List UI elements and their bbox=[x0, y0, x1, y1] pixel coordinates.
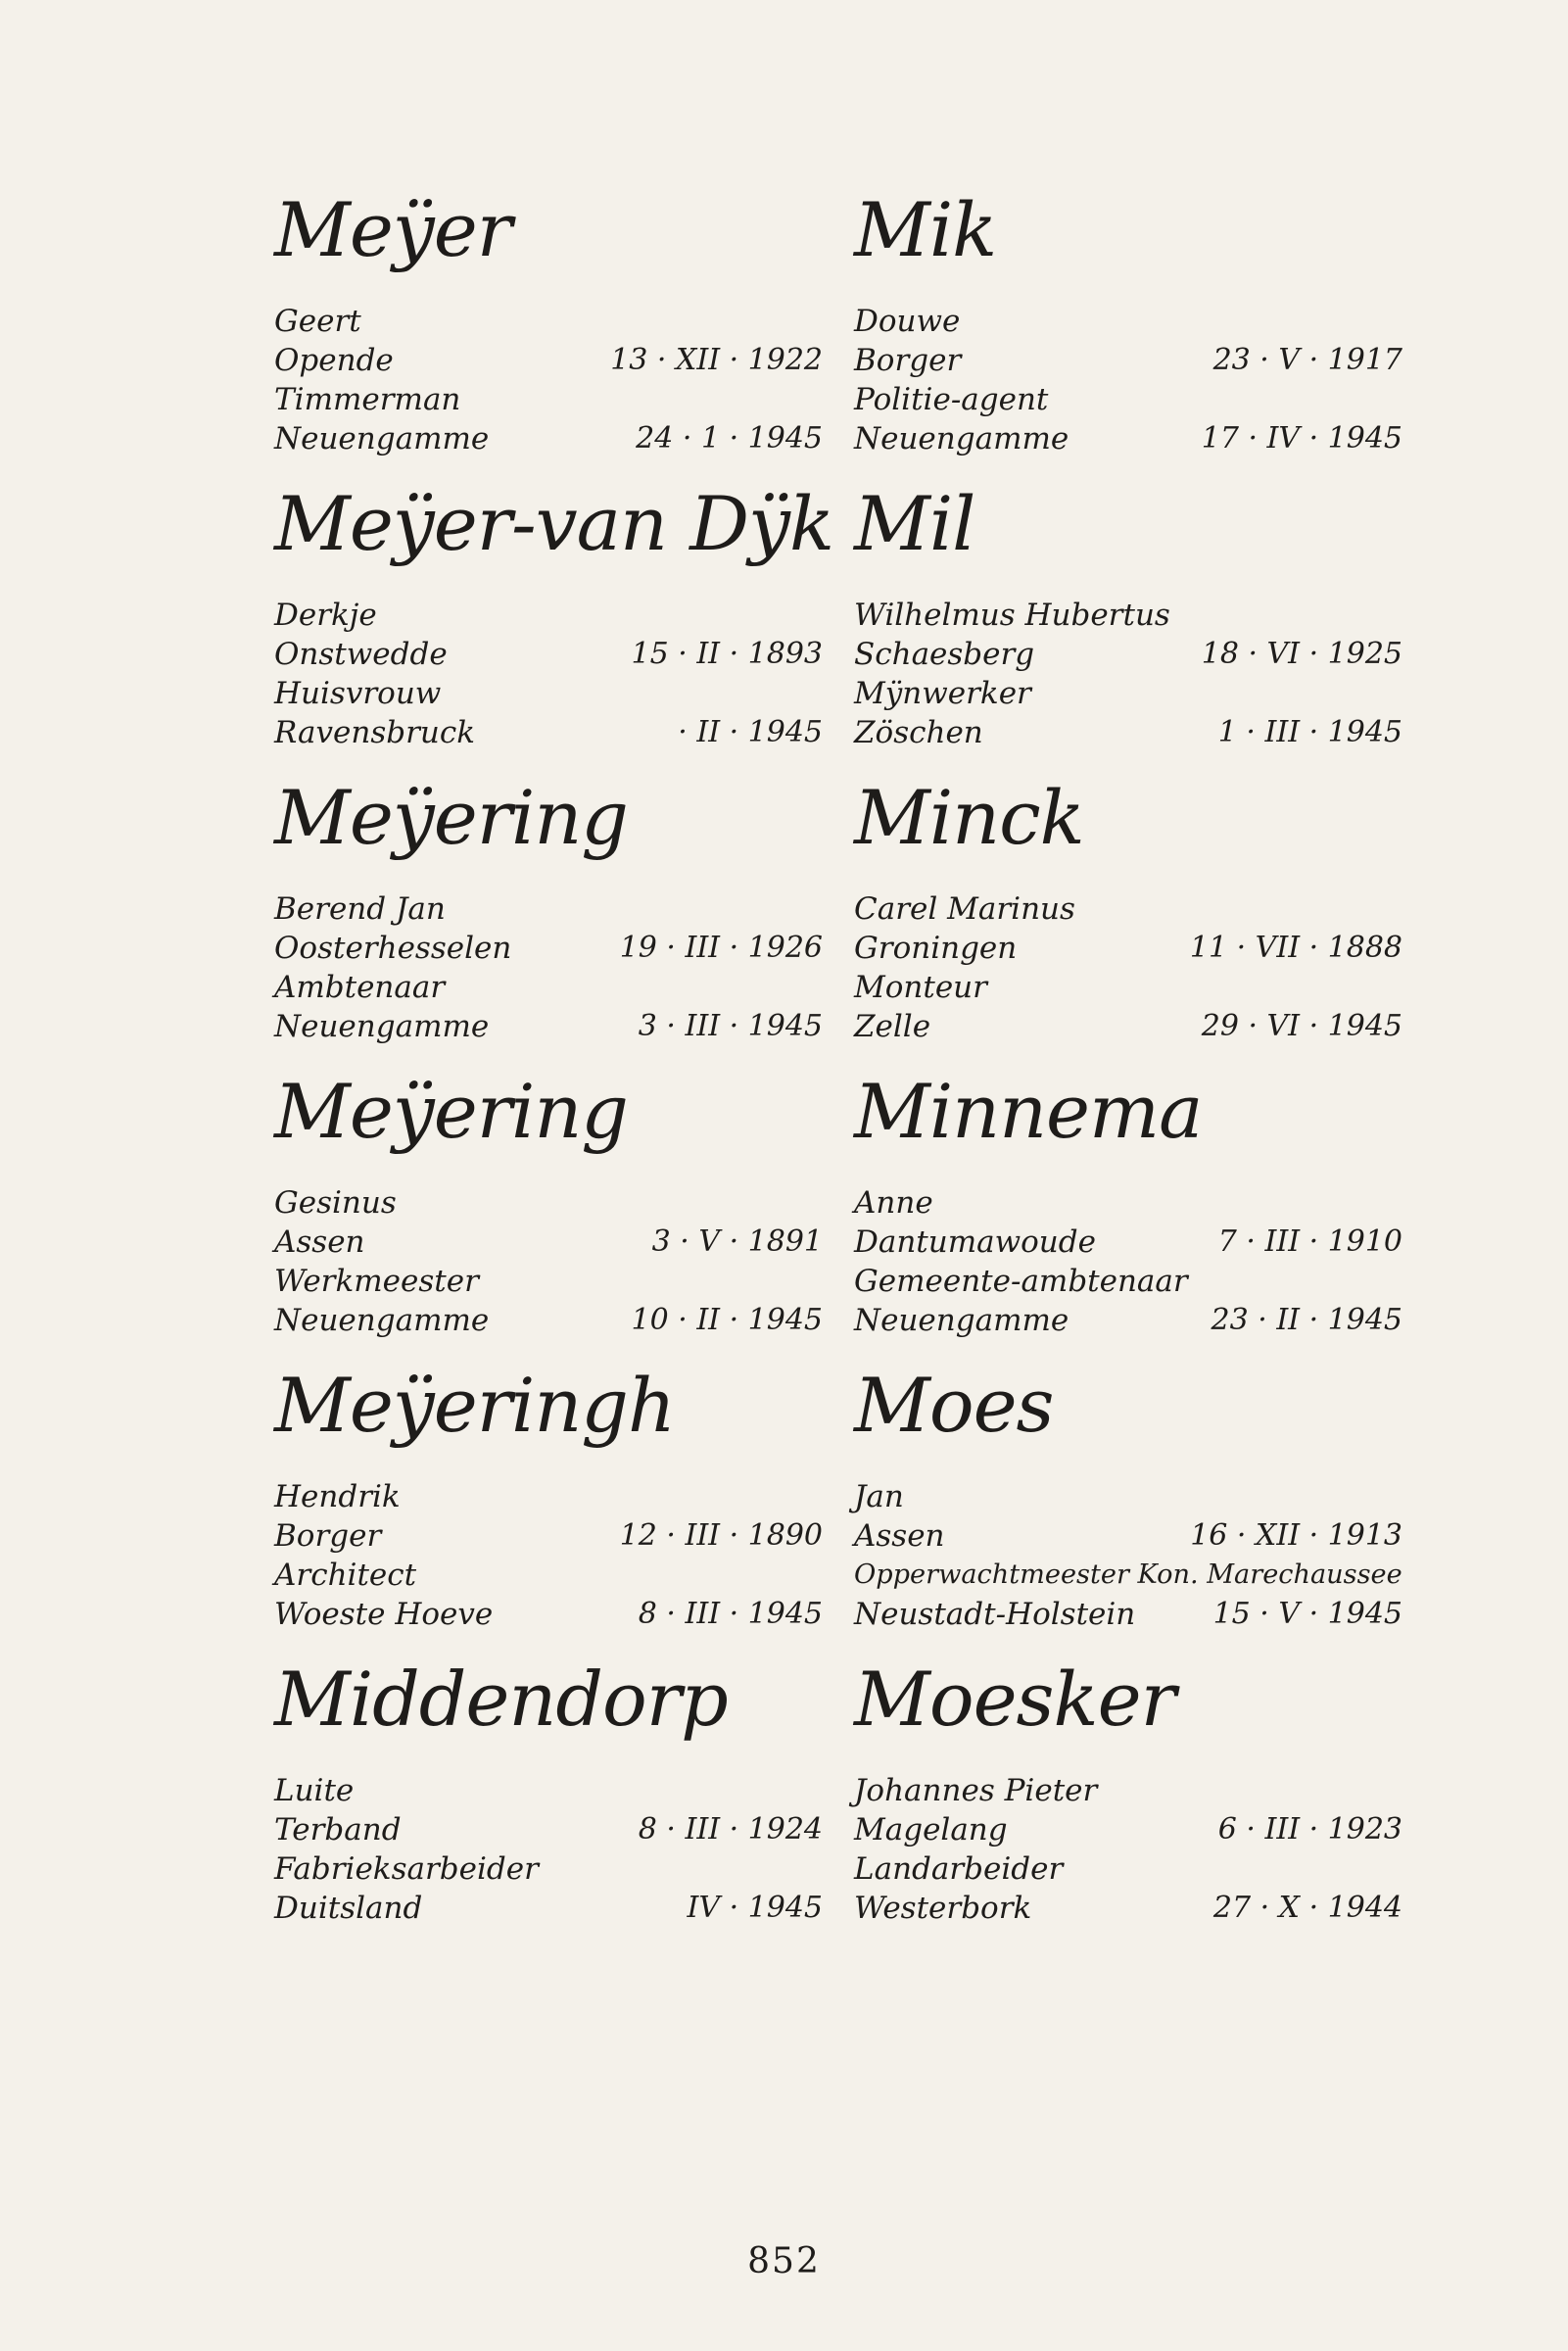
occupation-line bbox=[854, 1262, 1402, 1301]
first-names: Anne bbox=[854, 1185, 933, 1221]
birthdate: 18 · VI · 1925 bbox=[1201, 637, 1402, 671]
death-line bbox=[274, 419, 823, 458]
birthplace: Assen bbox=[854, 1518, 945, 1554]
death-place: Neuengamme bbox=[854, 421, 1069, 456]
surname: Moes bbox=[854, 1362, 1054, 1449]
occupation-line bbox=[854, 1556, 1402, 1595]
occupation-line bbox=[854, 968, 1402, 1007]
death-line bbox=[854, 1889, 1402, 1928]
person-entry bbox=[274, 480, 833, 752]
occupation-line bbox=[274, 1262, 823, 1301]
birthdate: 12 · III · 1890 bbox=[619, 1518, 823, 1553]
birth-line bbox=[274, 929, 823, 968]
first-names-line bbox=[274, 1771, 823, 1810]
person-entry bbox=[854, 1362, 1402, 1634]
first-names: Douwe bbox=[854, 304, 961, 339]
entry-details bbox=[854, 1771, 1402, 1928]
death-place: Neuengamme bbox=[274, 1303, 490, 1338]
birthdate: 7 · III · 1910 bbox=[1217, 1224, 1402, 1259]
birthplace: Borger bbox=[854, 343, 962, 378]
occupation: Fabrieksarbeider bbox=[274, 1851, 539, 1887]
occupation-line bbox=[274, 968, 823, 1007]
entry-details bbox=[854, 302, 1402, 458]
birthplace: Onstwedde bbox=[274, 637, 448, 672]
first-names-line bbox=[854, 1477, 1402, 1516]
occupation: Werkmeester bbox=[274, 1264, 479, 1299]
entry-details bbox=[274, 596, 823, 752]
first-names-line bbox=[274, 889, 823, 929]
surname: Mil bbox=[854, 480, 975, 567]
birth-line bbox=[274, 1810, 823, 1849]
birthdate: 15 · II · 1893 bbox=[631, 637, 823, 671]
death-date: 23 · II · 1945 bbox=[1211, 1303, 1402, 1337]
surname: Minck bbox=[854, 774, 1084, 861]
occupation: Politie-agent bbox=[854, 382, 1049, 417]
birth-line bbox=[274, 1516, 823, 1556]
person-entry bbox=[274, 1362, 823, 1634]
death-line bbox=[274, 713, 823, 752]
first-names: Jan bbox=[854, 1479, 904, 1514]
death-date: 8 · III · 1945 bbox=[638, 1597, 823, 1631]
birthdate: 19 · III · 1926 bbox=[619, 931, 823, 965]
person-entry bbox=[274, 186, 823, 458]
surname: Minnema bbox=[854, 1068, 1203, 1155]
birthplace: Schaesberg bbox=[854, 637, 1035, 672]
death-line bbox=[274, 1301, 823, 1340]
death-place: Neuengamme bbox=[854, 1303, 1069, 1338]
person-entry bbox=[274, 1068, 823, 1340]
entry-details bbox=[854, 1477, 1402, 1634]
person-entry bbox=[274, 1655, 823, 1928]
person-entry bbox=[854, 480, 1402, 752]
birthdate: 8 · III · 1924 bbox=[638, 1812, 823, 1847]
death-date: · II · 1945 bbox=[678, 715, 823, 749]
entry-details bbox=[854, 889, 1402, 1046]
death-line bbox=[854, 419, 1402, 458]
occupation: Architect bbox=[274, 1558, 417, 1593]
surname: Middendorp bbox=[274, 1655, 728, 1743]
death-place: Woeste Hoeve bbox=[274, 1597, 494, 1632]
death-date: 10 · II · 1945 bbox=[631, 1303, 823, 1337]
occupation-line bbox=[854, 674, 1402, 713]
death-place: Ravensbruck bbox=[274, 715, 476, 750]
birth-line bbox=[274, 341, 823, 380]
surname: Moesker bbox=[854, 1655, 1175, 1743]
first-names-line bbox=[854, 889, 1402, 929]
person-entry bbox=[854, 774, 1402, 1046]
birth-line bbox=[854, 1223, 1402, 1262]
birthdate: 13 · XII · 1922 bbox=[610, 343, 823, 377]
first-names-line bbox=[854, 1183, 1402, 1223]
death-place: Zelle bbox=[854, 1009, 931, 1044]
occupation: Gemeente-ambtenaar bbox=[854, 1264, 1188, 1299]
person-entry bbox=[854, 1655, 1402, 1928]
birthdate: 16 · XII · 1913 bbox=[1190, 1518, 1402, 1553]
person-entry bbox=[274, 774, 823, 1046]
death-line bbox=[854, 1007, 1402, 1046]
surname: Mik bbox=[854, 186, 997, 273]
occupation: Ambtenaar bbox=[274, 970, 446, 1005]
death-place: Neustadt-Holstein bbox=[854, 1597, 1136, 1632]
occupation: Landarbeider bbox=[854, 1851, 1064, 1887]
death-place: Neuengamme bbox=[274, 421, 490, 456]
first-names: Geert bbox=[274, 304, 361, 339]
birth-line bbox=[274, 1223, 823, 1262]
surname: Meÿeringh bbox=[274, 1362, 675, 1449]
entry-details bbox=[854, 596, 1402, 752]
occupation-line bbox=[854, 380, 1402, 419]
first-names: Gesinus bbox=[274, 1185, 397, 1221]
birthplace: Opende bbox=[274, 343, 394, 378]
occupation-line bbox=[274, 1556, 823, 1595]
birth-line bbox=[274, 635, 823, 674]
first-names-line bbox=[274, 596, 823, 635]
occupation-line bbox=[274, 1849, 823, 1889]
birth-line bbox=[854, 635, 1402, 674]
birthplace: Terband bbox=[274, 1812, 402, 1847]
birthplace: Groningen bbox=[854, 931, 1018, 966]
first-names: Hendrik bbox=[274, 1479, 401, 1514]
birthplace: Borger bbox=[274, 1518, 382, 1554]
surname: Meÿering bbox=[274, 1068, 628, 1155]
occupation: Huisvrouw bbox=[274, 676, 442, 711]
entry-details bbox=[274, 889, 823, 1046]
surname: Meÿer-van Dÿk bbox=[274, 480, 833, 567]
first-names-line bbox=[274, 1477, 823, 1516]
person-entry bbox=[854, 1068, 1402, 1340]
first-names: Wilhelmus Hubertus bbox=[854, 598, 1170, 633]
death-line bbox=[854, 1301, 1402, 1340]
birthdate: 6 · III · 1923 bbox=[1217, 1812, 1402, 1847]
death-line bbox=[274, 1889, 823, 1928]
occupation: Monteur bbox=[854, 970, 987, 1005]
death-place: Duitsland bbox=[274, 1891, 423, 1926]
entry-details bbox=[274, 1477, 823, 1634]
entry-details bbox=[854, 1183, 1402, 1340]
birthdate: 3 · V · 1891 bbox=[651, 1224, 823, 1259]
first-names: Johannes Pieter bbox=[854, 1773, 1098, 1808]
death-place: Zöschen bbox=[854, 715, 983, 750]
birth-line bbox=[854, 341, 1402, 380]
first-names-line bbox=[854, 1771, 1402, 1810]
first-names: Berend Jan bbox=[274, 891, 446, 927]
occupation: Opperwachtmeester Kon. Marechaussee bbox=[854, 1559, 1402, 1590]
surname: Meÿering bbox=[274, 774, 628, 861]
death-date: 1 · III · 1945 bbox=[1217, 715, 1402, 749]
death-line bbox=[274, 1595, 823, 1634]
death-date: 29 · VI · 1945 bbox=[1201, 1009, 1402, 1043]
birthdate: 23 · V · 1917 bbox=[1212, 343, 1402, 377]
occupation: Timmerman bbox=[274, 382, 461, 417]
occupation-line bbox=[274, 674, 823, 713]
person-entry bbox=[854, 186, 1402, 458]
first-names: Carel Marinus bbox=[854, 891, 1075, 927]
death-line bbox=[854, 1595, 1402, 1634]
entry-details bbox=[274, 302, 823, 458]
death-date: 15 · V · 1945 bbox=[1212, 1597, 1402, 1631]
birthplace: Assen bbox=[274, 1224, 365, 1260]
entry-details bbox=[274, 1183, 823, 1340]
birthdate: 11 · VII · 1888 bbox=[1189, 931, 1402, 965]
first-names-line bbox=[854, 596, 1402, 635]
birthplace: Dantumawoude bbox=[854, 1224, 1096, 1260]
occupation-line bbox=[274, 380, 823, 419]
death-date: 27 · X · 1944 bbox=[1212, 1891, 1402, 1925]
death-place: Neuengamme bbox=[274, 1009, 490, 1044]
death-date: 17 · IV · 1945 bbox=[1201, 421, 1402, 456]
first-names-line bbox=[274, 1183, 823, 1223]
first-names: Luite bbox=[274, 1773, 355, 1808]
birthplace: Magelang bbox=[854, 1812, 1008, 1847]
death-date: 3 · III · 1945 bbox=[638, 1009, 823, 1043]
birth-line bbox=[854, 1810, 1402, 1849]
page-number: 852 bbox=[747, 2241, 821, 2281]
death-place: Westerbork bbox=[854, 1891, 1032, 1926]
first-names-line bbox=[854, 302, 1402, 341]
entry-details bbox=[274, 1771, 823, 1928]
death-line bbox=[854, 713, 1402, 752]
occupation: Mÿnwerker bbox=[854, 676, 1031, 711]
first-names-line bbox=[274, 302, 823, 341]
first-names: Derkje bbox=[274, 598, 377, 633]
death-date: IV · 1945 bbox=[687, 1891, 823, 1925]
occupation-line bbox=[854, 1849, 1402, 1889]
birthplace: Oosterhesselen bbox=[274, 931, 512, 966]
birth-line bbox=[854, 1516, 1402, 1556]
death-line bbox=[274, 1007, 823, 1046]
surname: Meÿer bbox=[274, 186, 512, 273]
death-date: 24 · 1 · 1945 bbox=[636, 421, 823, 456]
birth-line bbox=[854, 929, 1402, 968]
